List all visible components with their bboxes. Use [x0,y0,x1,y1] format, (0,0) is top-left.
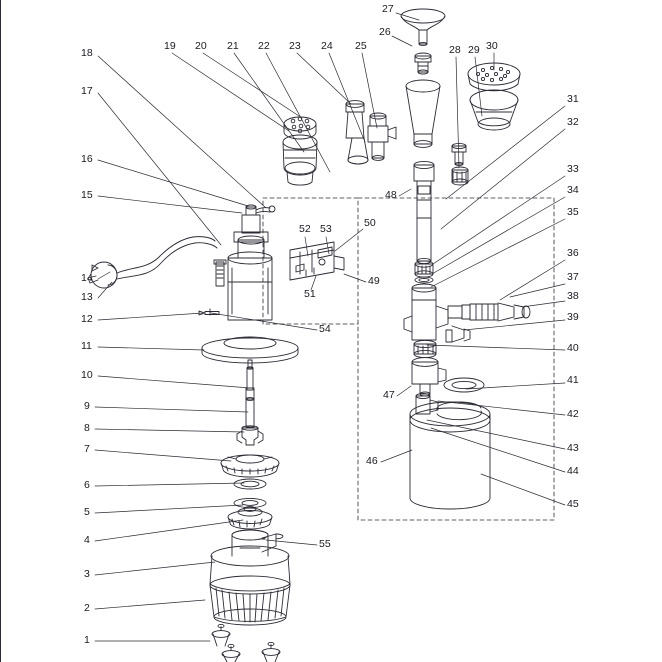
callout-26: 26 [379,26,391,38]
shower-holes [476,66,509,81]
callout-13: 13 [81,291,93,303]
callout-28: 28 [449,44,461,56]
part-7-diffuser [221,455,279,477]
callout-32: 32 [567,116,579,128]
callout-46: 46 [366,455,378,467]
callout-44: 44 [567,465,579,477]
part-10-rotor-shaft [247,360,253,390]
callout-4: 4 [84,534,90,546]
callout-43: 43 [567,442,579,454]
callout-30: 30 [486,40,498,52]
callout-8: 8 [84,422,90,434]
part-3-pump-housing [210,530,290,591]
callout-49: 49 [368,275,380,287]
callout-33: 33 [567,163,579,175]
callout-41: 41 [567,374,579,386]
part-40-lower-collar [414,340,436,357]
callout-14: 14 [81,272,93,284]
callout-18: 18 [81,47,93,59]
callout-21: 21 [227,40,239,52]
part-26-nozzle-nut [415,53,431,74]
callout-38: 38 [567,290,579,302]
callout-10: 10 [81,369,93,381]
callout-23: 23 [289,40,301,52]
callout-35: 35 [567,206,579,218]
part-27-spray-head [401,9,445,46]
callout-11: 11 [81,340,92,352]
callout-54: 54 [319,323,331,335]
callout-24: 24 [321,40,333,52]
callout-47: 47 [383,389,395,401]
callout-34: 34 [567,184,579,196]
part-11-motor-base-plate [202,337,298,363]
part-14-power-plug [88,237,217,288]
callout-50: 50 [364,217,376,229]
callout-15: 15 [81,189,93,201]
part-35-valve-body-mid [404,284,448,340]
callout-39: 39 [567,311,579,323]
callout-53: 53 [320,223,332,235]
part-25-jet-cone [406,80,440,147]
callout-25: 25 [355,40,367,52]
part-31-riser-tube [414,161,434,263]
callout-29: 29 [468,44,480,56]
callout-9: 9 [84,400,90,412]
callout-20: 20 [195,40,207,52]
part-2-strainer-base [210,576,290,625]
callout-37: 37 [567,271,579,283]
part-36-hose-barb [448,303,530,321]
part-48-tube [418,186,430,194]
callout-40: 40 [567,342,579,354]
part-28-nut [452,167,468,185]
callout-55: 55 [319,538,331,550]
part-29-shower-skirt [470,90,518,130]
callout-36: 36 [567,247,579,259]
callout-7: 7 [84,443,90,455]
part-23-valve-body [346,101,368,164]
part-34-o-ring-small [415,277,433,283]
callout-17: 17 [81,85,93,97]
part-46-tank-inlet [416,393,438,414]
callout-27: 27 [382,3,394,15]
callout-12: 12 [81,313,93,325]
part-9-shaft [246,388,254,427]
part-42-tank [410,402,490,509]
callout-48: 48 [385,189,397,201]
callout-16: 16 [81,153,93,165]
callout-5: 5 [84,506,90,518]
callout-22: 22 [258,40,270,52]
callout-52: 52 [299,223,311,235]
part-20-filter-cap [284,117,316,139]
part-17-motor-body [214,205,275,320]
callout-42: 42 [567,408,579,420]
callout-19: 19 [164,40,176,52]
callout-45: 45 [567,498,579,510]
callout-6: 6 [84,479,90,491]
part-21-filter-body [283,135,317,185]
part-41-gasket-ring [444,378,484,392]
callout-1: 1 [84,634,90,646]
part-8-coupling [237,426,263,445]
part-4-impeller [228,507,272,529]
callout-31: 31 [567,93,579,105]
part-47-elbow [412,358,446,396]
callout-51: 51 [304,288,316,300]
callout-2: 2 [84,602,90,614]
callout-3: 3 [84,568,90,580]
part-50-switch-bracket [290,242,344,280]
part-24-tee-fitting [368,113,396,160]
part-1-suction-feet [212,624,280,662]
part-6-o-ring [234,479,266,489]
part-39-drain-plug [446,326,470,342]
